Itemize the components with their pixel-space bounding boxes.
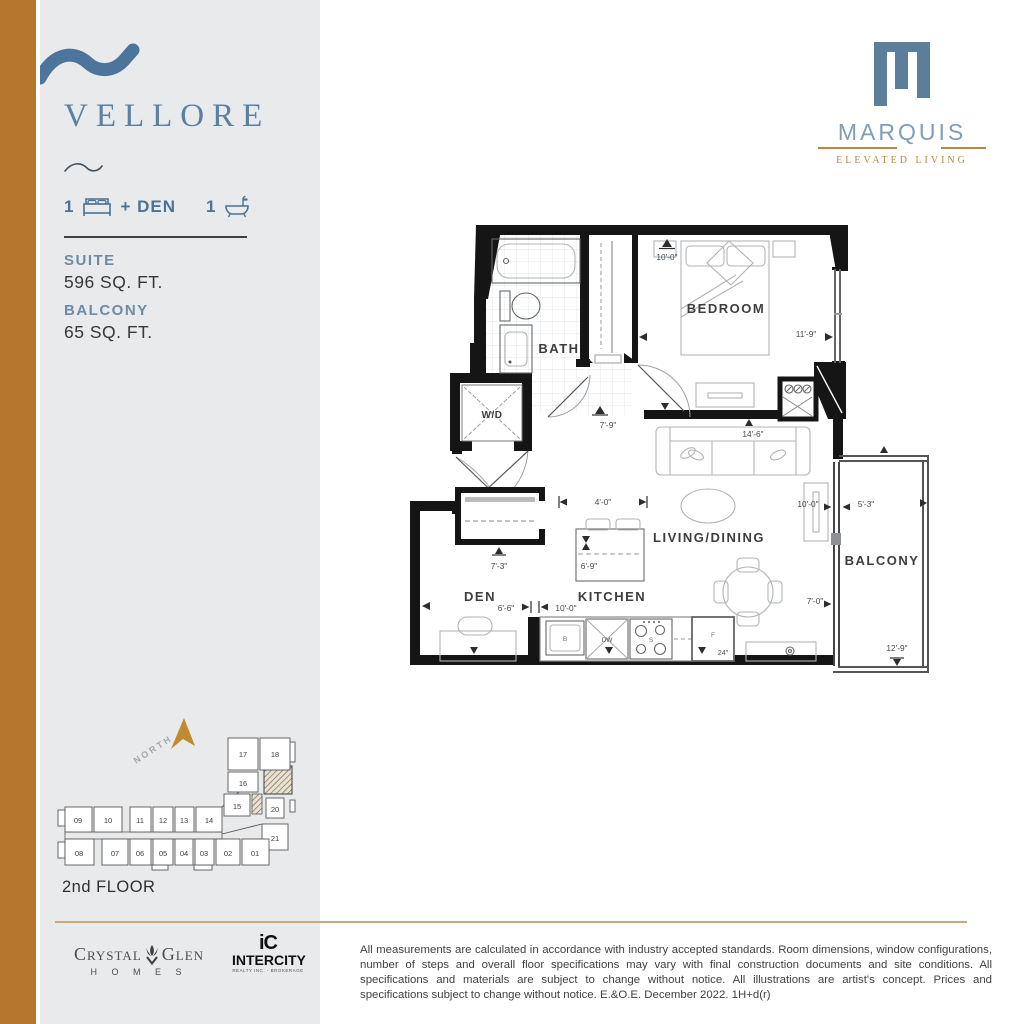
broker-sub: REALTY INC. - BROKERAGE (232, 968, 304, 973)
unit-name: VELLORE (64, 98, 271, 134)
bed-count: 1 (64, 197, 75, 216)
sink-label: B (562, 636, 568, 643)
kitchen-island (576, 519, 644, 581)
svg-text:08: 08 (74, 849, 84, 858)
bed-icon (82, 197, 112, 217)
dim-den-width: 6'-6" (497, 603, 515, 613)
broker-name: INTERCITY (232, 952, 306, 968)
svg-text:09: 09 (73, 816, 83, 825)
bath-label: BATH (538, 341, 580, 356)
den-label: DEN (464, 589, 496, 604)
builder-name-b: Glen (161, 944, 205, 964)
bedroom-label: BEDROOM (686, 301, 766, 316)
brand-tagline: ELEVATED LIVING (836, 155, 968, 166)
dim-living-to-balcony: 10'-0" (797, 499, 819, 509)
brand-underline (818, 147, 986, 149)
wave-logo-icon (40, 42, 140, 92)
washer-dryer (462, 385, 522, 441)
tulip-icon (145, 945, 159, 965)
kitchen-counter (540, 617, 734, 661)
svg-text:18: 18 (270, 750, 280, 759)
storage-closet (458, 490, 545, 542)
north-arrow-icon (132, 718, 195, 766)
dim-island-width: 4'-0" (594, 497, 612, 507)
tv-cabinet-living (804, 483, 828, 541)
brand-name: MARQUIS (837, 119, 967, 145)
squiggle-icon (64, 160, 104, 176)
keyplan (52, 712, 304, 872)
dim-hall: 7'-9" (599, 420, 617, 430)
bath-count: 1 (206, 197, 217, 216)
dim-balcony-width: 5'-3" (857, 499, 875, 509)
fridge-label: F (711, 632, 715, 639)
builder-logo (64, 944, 214, 977)
dishwasher-label: DW (601, 637, 613, 644)
svg-text:13: 13 (179, 816, 189, 825)
footer-rule (55, 921, 967, 923)
svg-text:20: 20 (270, 805, 280, 814)
laundry-label: W/D (481, 410, 503, 421)
floor-label: 2nd FLOOR (62, 878, 156, 896)
svg-text:12: 12 (158, 816, 168, 825)
balcony-room-label: BALCONY (844, 553, 920, 568)
dim-kitchen-width: 10'-0" (555, 603, 577, 613)
svg-text:21: 21 (270, 834, 280, 843)
north-label: NORTH (131, 733, 175, 766)
dim-living-depth: 7'-0" (806, 596, 824, 606)
dining-table (714, 558, 782, 626)
sofa (656, 427, 810, 475)
fridge-width-dim: 24" (717, 650, 729, 657)
svg-text:07: 07 (110, 849, 120, 858)
bed-bath-summary (64, 195, 250, 219)
bath-icon (224, 195, 250, 219)
broker-mark-icon: iC (259, 932, 277, 954)
sidebar-divider (64, 236, 247, 238)
svg-text:04: 04 (179, 849, 189, 858)
elevator-core (252, 794, 262, 814)
balcony-label: BALCONY (64, 302, 149, 319)
builder-name-a: Crystal (73, 944, 142, 964)
bed-den-label: + DEN (120, 197, 177, 216)
svg-text:03: 03 (199, 849, 209, 858)
dim-closet: 7'-3" (490, 561, 508, 571)
brand-logo (812, 38, 992, 166)
stove-label: S (648, 637, 654, 644)
dim-living-width: 14'-6" (742, 429, 764, 439)
living-label: LIVING/DINING (653, 530, 765, 545)
svg-text:06: 06 (135, 849, 145, 858)
suite-area: 596 SQ. FT. (64, 272, 163, 292)
dim-bedroom-depth: 11'-9" (795, 329, 817, 339)
broker-logo (232, 934, 304, 973)
marquis-m-icon (812, 38, 992, 110)
kitchen-label: KITCHEN (577, 589, 647, 604)
svg-text:15: 15 (232, 802, 242, 811)
svg-text:11: 11 (136, 816, 144, 825)
disclaimer-text: All measurements are calculated in accordance with industry accepted standards. Room dimensions, window configurations, number of steps and overall floor specifications may vary with final construction documents and site conditions. All specifications and materials are subject to change without notice. All illustrations are artist's concept. Prices and specifications subject to change without notice. E.&O.E. December 2022. 1H+d(r) (360, 944, 992, 1001)
dim-bedroom-width: 10'-0" (656, 252, 678, 262)
svg-text:02: 02 (223, 849, 233, 858)
svg-text:17: 17 (238, 750, 248, 759)
den-desk (440, 617, 516, 661)
suite-label: SUITE (64, 252, 116, 269)
balcony-area: 65 SQ. FT. (64, 322, 153, 342)
mechanical-closet (780, 379, 816, 419)
svg-text:10: 10 (103, 816, 113, 825)
dim-balcony-length: 12'-9" (886, 643, 908, 653)
accent-bar (0, 0, 36, 1024)
bedroom-window (834, 269, 842, 363)
svg-text:16: 16 (238, 779, 248, 788)
tv-console-bedroom (696, 383, 754, 407)
floorplan (396, 213, 941, 683)
svg-text:05: 05 (158, 849, 168, 858)
svg-text:14: 14 (204, 816, 214, 825)
rug (681, 489, 735, 523)
svg-text:01: 01 (250, 849, 260, 858)
builder-sub: H O M E S (90, 967, 188, 977)
dim-island-length: 6'-9" (580, 561, 598, 571)
